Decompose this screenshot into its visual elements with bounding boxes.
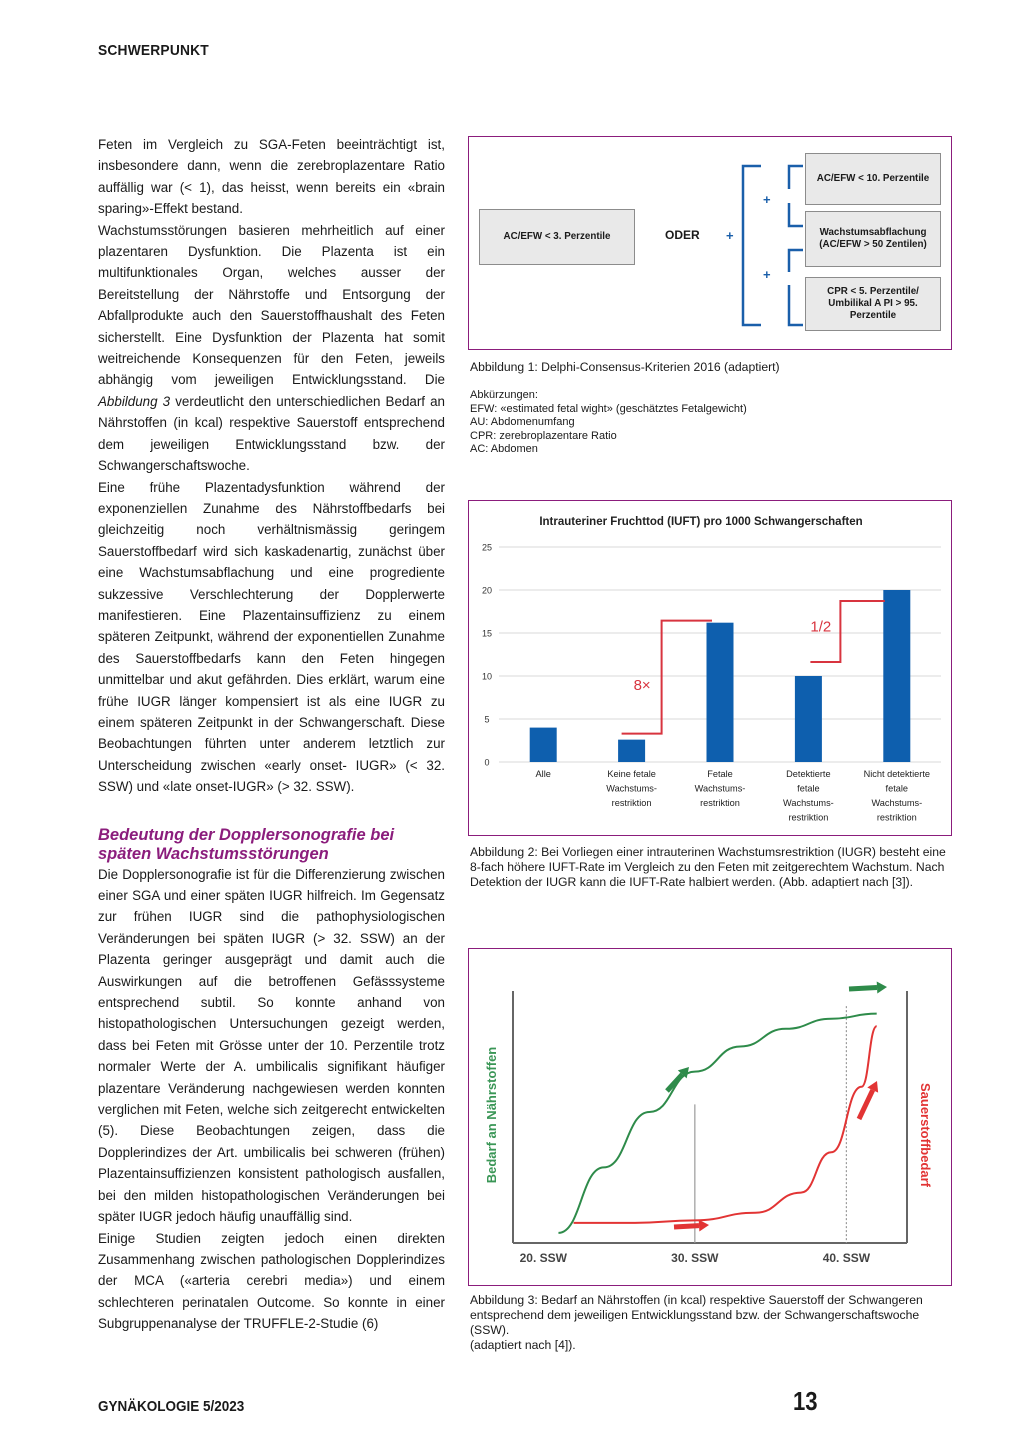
abbreviations-title: Abkürzungen: bbox=[470, 389, 538, 401]
criterion-box-left: AC/EFW < 3. Perzentile bbox=[479, 209, 635, 265]
abbreviation-item: CPR: zerebroplazentare Ratio bbox=[470, 429, 617, 442]
figure-3-box bbox=[468, 948, 952, 1286]
paragraph: Die Dopplersonografie ist für die Differenzierung zwischen einer SGA und einer späten IUGR hilfreich. Im Gegensatz zur frühen IUGR sind die pathophysiologischen Veränderungen bei späten IUGR (> 32. SSW) an der Plazenta geringer ausgeprägt und damit auch die Auswirkungen auf die betroffenen Gefässsysteme entsprechend subtil. So konnte anhand von histopathologischen Untersuchungen gezeigt werden, dass bei Feten mit Grösse unter der 10. Perzentile trotz normaler Werte der A. umbilicalis signifikant häufiger plazentare Veränderung nachgewiesen werden konnten verglichen mit Feten, welche sich zeitgerecht entwickelten (5). Diese Beobachtungen zeigen, dass die Dopplerindizes der Art. umbilicalis bei schweren (frühen) Plazentainsuffizienzen konsistent pathologisch ausfallen, bei den milden histopathologischen Veränderungen bei später IUGR jedoch häufig unauffällig sind. bbox=[98, 866, 445, 1225]
x-tick-label bbox=[783, 769, 834, 823]
x-tick-label: 30. SSW bbox=[671, 1251, 719, 1265]
trend-arrow-head bbox=[877, 982, 887, 994]
y-tick-label: 5 bbox=[484, 714, 490, 725]
plus-sign: + bbox=[726, 228, 734, 243]
figure-reference: Abbildung 3 bbox=[98, 393, 171, 409]
y-axis-label-left: Bedarf an Nährstoffen bbox=[484, 1046, 499, 1184]
x-tick-label-line: restriktion bbox=[876, 812, 917, 823]
paragraph: Eine frühe Plazentadysfunktion während der exponenziellen Zunahme des Nährstoffbedarfs bei gleichzeitig noch verhältnismässig geringem Sauerstoffbedarf wird sich kaskadenartig, zunächst über eine Wachstumsabflachung und eine progrediente sukzessive Verschlechterung der Dopplerwerte manifestieren. Eine Plazentainsuffizienz zu einem späteren Zeitpunkt, während der exponentiellen Zunahme des Sauerstoffbedarfs kann den Feten hingegen unmittelbar und akut gefährden. Dies erklärt, warum eine frühe IUGR länger kompensiert ist als eine IUGR zu einem späteren Zeitpunkt in der Schwangerschaft. Diese Beobachtungen führten unter anderem letztlich zur Unterscheidung zwischen «early onset- IUGR» (< 32. SSW) und «late onset-IUGR» (> 32. SSW). bbox=[98, 479, 445, 795]
criterion-box-middle: Wachstumsabflachung (AC/EFW > 50 Zentilen) bbox=[805, 211, 941, 267]
oder-label: ODER bbox=[665, 228, 700, 242]
bar bbox=[530, 728, 557, 762]
iuft-bar-chart bbox=[469, 501, 950, 834]
series-line bbox=[574, 1026, 877, 1223]
plus-sign: + bbox=[763, 192, 771, 207]
bar bbox=[707, 623, 734, 762]
x-tick-label-line: Wachstums- bbox=[871, 798, 923, 808]
y-tick-label: 0 bbox=[484, 757, 490, 768]
ratio-label: 8× bbox=[633, 676, 651, 694]
abbreviation-item: EFW: «estimated fetal wight» (geschätztes Fetalgewicht) bbox=[470, 402, 747, 415]
x-tick-label-line: Wachstums- bbox=[694, 783, 746, 794]
x-tick-label-line: Keine fetale bbox=[607, 769, 656, 779]
x-tick-label-line: Wachstums- bbox=[606, 783, 657, 794]
y-tick-label: 15 bbox=[481, 628, 493, 639]
x-tick-label-line: Wachstums- bbox=[783, 798, 834, 808]
ratio-label: 1/2 bbox=[810, 618, 832, 636]
figure-1-box bbox=[468, 136, 952, 350]
abbreviation-item: AU: Abdomenumfang bbox=[470, 416, 575, 429]
paragraph: Einige Studien zeigten jedoch einen direkten Zusammenhang zwischen pathologischen Dopplerindizes der MCA («arteria cerebri media») und einem schlechteren perinatalen Outcome. So konnte in einer Subgruppenanalyse der TRUFFLE-2-Studie (6) bbox=[98, 1230, 445, 1332]
section-label: SCHWERPUNKT bbox=[98, 42, 209, 59]
x-tick-label-line: restriktion bbox=[788, 812, 829, 823]
x-tick-label-line: Fetale bbox=[707, 769, 733, 779]
trend-arrow-shaft bbox=[859, 1090, 873, 1119]
y-axis-label-right: Sauerstoffbedarf bbox=[918, 1082, 933, 1188]
figure-2-box bbox=[468, 500, 952, 836]
journal-issue: GYNÄKOLOGIE 5/2023 bbox=[98, 1398, 245, 1415]
trend-arrow-shaft bbox=[849, 988, 877, 989]
figure-1-caption: Abbildung 1: Delphi-Consensus-Kriterien 2016 (adaptiert) bbox=[470, 360, 780, 374]
trend-arrow-shaft bbox=[674, 1226, 699, 1227]
x-tick-label-line: Detektierte bbox=[786, 769, 831, 779]
paragraph: Wachstumsstörungen basieren mehrheitlich auf einer plazentaren Dysfunktion. Die Plazenta ist ein multifunktionales Organ, welches ausser der Bereitstellung der Nährstoffe und Entsorgung der Abfallprodukte auch den Sauerstoffhaushalt des Feten sicherstellt. Eine Dysfunktion der Plazenta hat somit weitreichende Konsequenzen für den Feten, jeweils abhängig vom jeweiligen Entwicklungsstand. Die Abbildung 3 verdeutlicht den unterschiedlichen Bedarf an Nährstoffen (in kcal) respektive Sauerstoff entsprechend dem jeweiligen Entwicklungsstand bzw. der Schwangerschaftswoche. bbox=[98, 222, 446, 474]
x-tick-label-line: restriktion bbox=[700, 798, 740, 808]
figure-3-caption bbox=[470, 1293, 950, 1353]
x-tick-label bbox=[606, 769, 657, 808]
bar bbox=[795, 676, 822, 762]
nutrient-oxygen-chart bbox=[469, 949, 950, 1284]
paragraph: Feten im Vergleich zu SGA-Feten beeinträchtigt ist, insbesondere dann, wenn die zerebroplazentare Ratio auffällig war (< 1), das heisst, wenn bereits ein «brain sparing»-Effekt bestand. bbox=[98, 137, 445, 217]
series-line bbox=[558, 1014, 876, 1233]
article-text-column bbox=[98, 134, 445, 1335]
abbreviations bbox=[470, 389, 950, 457]
x-tick-label bbox=[536, 769, 551, 779]
plus-sign: + bbox=[763, 267, 771, 282]
section-heading: Bedeutung der Dopplersonografie bei späten Wachstumsstörungen bbox=[98, 825, 395, 863]
figure-3-caption-source: (adaptiert nach [4]). bbox=[470, 1338, 576, 1352]
abbreviation-item: AC: Abdomen bbox=[470, 443, 538, 456]
x-tick-label: 20. SSW bbox=[519, 1251, 567, 1265]
x-tick-label bbox=[864, 769, 930, 823]
page-number: 13 bbox=[793, 1386, 818, 1416]
criterion-box-top: AC/EFW < 10. Perzentile bbox=[805, 153, 941, 205]
x-tick-label-line: fetale bbox=[885, 783, 909, 794]
criterion-box-bottom: CPR < 5. Perzentile/ Umbilikal A PI > 95. Perzentile bbox=[805, 277, 941, 331]
trend-arrow-head bbox=[699, 1220, 709, 1232]
x-tick-label: 40. SSW bbox=[822, 1251, 871, 1265]
figure-2-caption: Abbildung 2: Bei Vorliegen einer intrauterinen Wachstumsrestriktion (IUGR) besteht eine 8-fach höhere IUFT-Rate im Vergleich zu den Feten mit zeitgerechtem Wachstum. Nach Detektion der IUGR kann die IUFT-Rate halbiert werden. (Abb. adaptiert nach [3]). bbox=[470, 845, 946, 889]
x-tick-label bbox=[695, 769, 746, 808]
figure-3-caption-text: Abbildung 3: Bedarf an Nährstoffen (in kcal) respektive Sauerstoff der Schwangeren entsprechend dem jeweiligen Entwicklungsstand bzw. der Schwangerschaftswoche (SSW). bbox=[470, 1293, 923, 1337]
y-tick-label: 20 bbox=[481, 585, 493, 596]
y-tick-label: 25 bbox=[481, 542, 493, 553]
x-tick-label-line: restriktion bbox=[611, 798, 652, 808]
y-tick-label: 10 bbox=[481, 671, 493, 682]
chart-title: Intrauteriner Fruchttod (IUFT) pro 1000 Schwangerschaften bbox=[539, 516, 863, 528]
bar bbox=[618, 740, 645, 762]
x-tick-label-line: Alle bbox=[535, 769, 551, 779]
x-tick-label-line: fetale bbox=[797, 783, 820, 794]
x-tick-label-line: Nicht detektierte bbox=[863, 769, 930, 779]
bar bbox=[883, 590, 910, 762]
